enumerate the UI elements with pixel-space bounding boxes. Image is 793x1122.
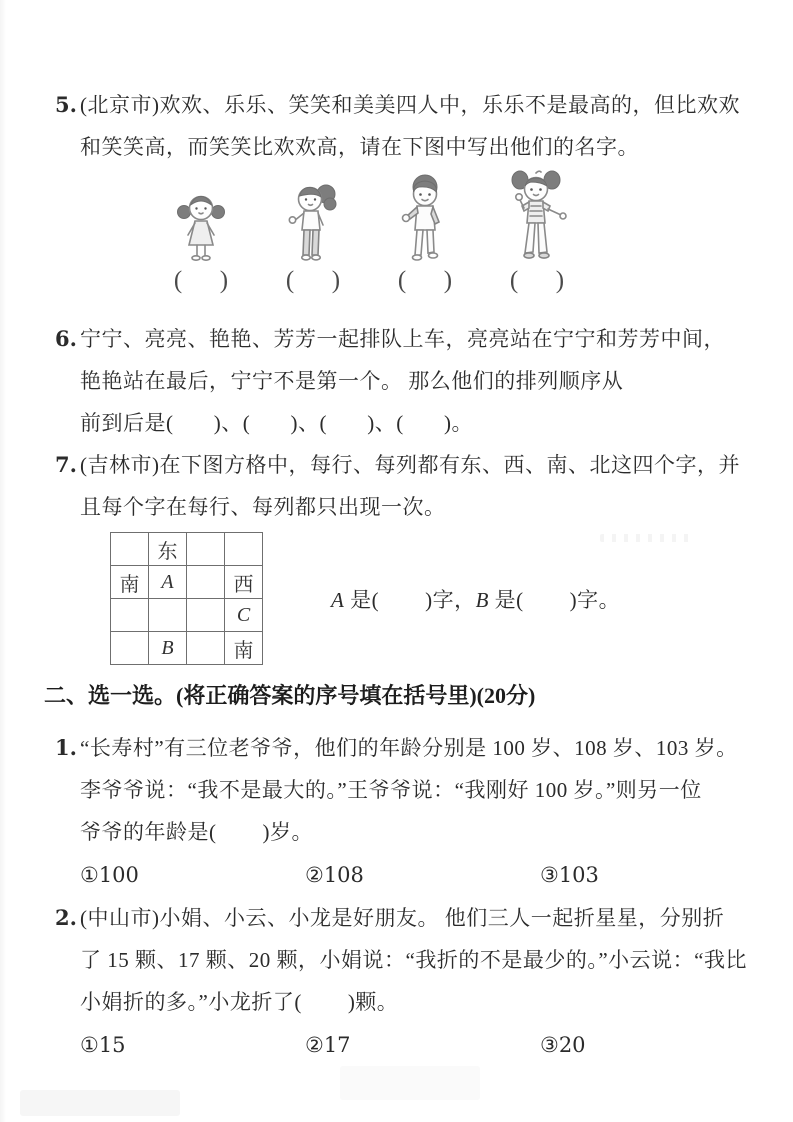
question-6-line-1: 宁宁、亮亮、艳艳、芳芳一起排队上车，亮亮站在宁宁和芳芳中间， bbox=[80, 327, 725, 351]
figure-tallest-girl bbox=[481, 170, 593, 264]
s2-question-1-line-2: 李爷爷说：“我不是最大的。”王爷爷说：“我刚好 100 岁。”则另一位 bbox=[80, 778, 702, 802]
grid-cell-r1c3 bbox=[187, 533, 225, 566]
question-5-line-1: (北京市)欢欢、乐乐、笑笑和美美四人中，乐乐不是最高的，但比欢欢 bbox=[80, 93, 740, 117]
question-7-line-2: 且每个字在每行、每列都只出现一次。 bbox=[80, 495, 446, 519]
s2q2-option-1: ①15 bbox=[80, 1033, 126, 1057]
s2-question-2-options bbox=[80, 1027, 753, 1063]
grid-cell-r2c1: 南 bbox=[111, 566, 149, 599]
question-5 bbox=[55, 84, 753, 168]
tallest-girl-illustration bbox=[503, 170, 571, 264]
s2-question-2-line-3: 小娟折的多。”小龙折了( )颗。 bbox=[80, 990, 399, 1014]
question-7-grid-area bbox=[110, 532, 753, 665]
question-5-line-2: 和笑笑高，而笑笑比欢欢高，请在下图中写出他们的名字。 bbox=[80, 135, 639, 159]
s2q2-option-3: ③20 bbox=[540, 1033, 586, 1057]
section-2-question-1 bbox=[55, 727, 753, 893]
s2-question-2-line-2: 了 15 颗、17 颗、20 颗，小娟说：“我折的不是最少的。”小云说：“我比 bbox=[80, 948, 747, 972]
answer-bracket-4: ( ) bbox=[509, 267, 565, 294]
answer-bracket-3: ( ) bbox=[397, 267, 453, 294]
question-5-number: 5. bbox=[55, 92, 77, 117]
boy-illustration bbox=[394, 174, 456, 264]
grid-cell-r4c1 bbox=[111, 632, 149, 665]
answer-bracket-2: ( ) bbox=[285, 267, 341, 294]
s2-question-2-line-1: (中山市)小娟、小云、小龙是好朋友。 他们三人一起折星星，分别折 bbox=[80, 906, 725, 930]
question-6-number: 6. bbox=[55, 326, 77, 351]
grid-cell-r3c3 bbox=[187, 599, 225, 632]
s2q2-option-2: ②17 bbox=[305, 1033, 351, 1057]
grid-cell-r4c4: 南 bbox=[225, 632, 263, 665]
question-6 bbox=[55, 318, 753, 444]
question-6-line-2: 艳艳站在最后，宁宁不是第一个。 那么他们的排列顺序从 bbox=[80, 369, 624, 393]
question-7-answer-line bbox=[331, 584, 620, 614]
s2q1-option-1: ①100 bbox=[80, 863, 139, 887]
a-answer-text: 是( )字， bbox=[344, 587, 476, 612]
s2q1-option-3: ③103 bbox=[540, 863, 599, 887]
shortest-girl-illustration bbox=[174, 190, 228, 264]
section-2-question-2 bbox=[55, 897, 753, 1063]
question-7-line-1: (吉林市)在下图方格中，每行、每列都有东、西、南、北这四个字，并 bbox=[80, 453, 740, 477]
children-figures-row bbox=[145, 170, 753, 264]
section-2-header: 二、选一选。(将正确答案的序号填在括号里)(20分) bbox=[44, 683, 536, 708]
s2-question-1-line-3: 爷爷的年龄是( )岁。 bbox=[80, 820, 313, 844]
figure-boy bbox=[369, 174, 481, 264]
grid-cell-r3c2 bbox=[149, 599, 187, 632]
s2-question-1-number: 1. bbox=[55, 735, 77, 760]
grid-cell-r4c3 bbox=[187, 632, 225, 665]
s2-question-2-number: 2. bbox=[55, 905, 77, 930]
figure-shortest-girl bbox=[145, 190, 257, 264]
figure-girl-ponytail bbox=[257, 180, 369, 264]
grid-cell-r1c4 bbox=[225, 533, 263, 566]
s2-question-1-options bbox=[80, 857, 753, 893]
figure-answer-brackets bbox=[145, 264, 753, 298]
question-7 bbox=[55, 444, 753, 528]
girl-ponytail-illustration bbox=[283, 180, 343, 264]
question-6-line-3: 前到后是( )、( )、( )、( )。 bbox=[80, 411, 473, 435]
s2q1-option-2: ②108 bbox=[305, 863, 364, 887]
grid-cell-r3c4: C bbox=[225, 599, 263, 632]
question-7-number: 7. bbox=[55, 452, 77, 477]
grid-cell-r2c3 bbox=[187, 566, 225, 599]
grid-cell-r4c2: B bbox=[149, 632, 187, 665]
grid-cell-r2c4: 西 bbox=[225, 566, 263, 599]
direction-word-grid bbox=[110, 532, 263, 665]
b-answer-text: 是( )字。 bbox=[488, 587, 621, 612]
s2-question-1-line-1: “长寿村”有三位老爷爷，他们的年龄分别是 100 岁、108 岁、103 岁。 bbox=[80, 736, 738, 760]
grid-cell-r1c1 bbox=[111, 533, 149, 566]
answer-bracket-1: ( ) bbox=[173, 267, 229, 294]
letter-a: A bbox=[331, 587, 345, 612]
grid-cell-r2c2: A bbox=[149, 566, 187, 599]
grid-cell-r3c1 bbox=[111, 599, 149, 632]
grid-cell-r1c2: 东 bbox=[149, 533, 187, 566]
letter-b: B bbox=[475, 587, 489, 612]
